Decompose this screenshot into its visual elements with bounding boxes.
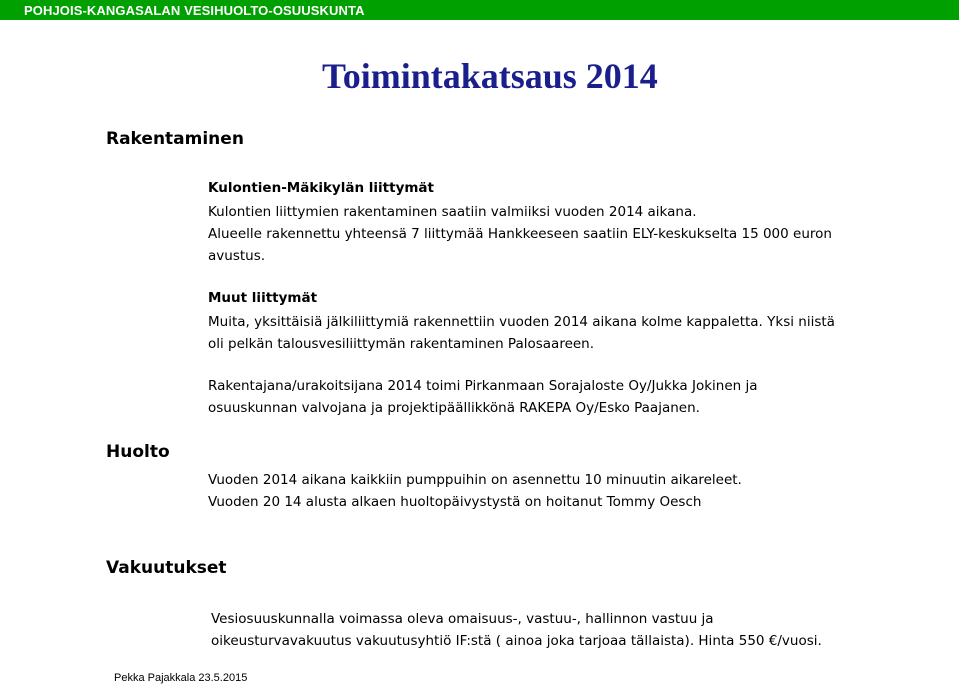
section-heading-rakentaminen: Rakentaminen	[106, 129, 244, 149]
organization-name: POHJOIS-KANGASALAN VESIHUOLTO-OSUUSKUNTA	[24, 3, 365, 18]
paragraph-rakentaja	[208, 375, 758, 419]
text-line: Vuoden 20 14 alusta alkaen huoltopäivystystä on hoitanut Tommy Oesch	[208, 494, 702, 510]
text-line: osuuskunnan valvojana ja projektipäällikkönä RAKEPA Oy/Esko Paajanen.	[208, 400, 700, 416]
paragraph-vakuutukset	[211, 608, 822, 652]
section-heading-huolto: Huolto	[106, 442, 170, 462]
subheading-muut-liittymat: Muut liittymät	[208, 290, 318, 306]
paragraph-huolto	[208, 469, 742, 513]
text-line: Muita, yksittäisiä jälkiliittymiä rakennettiin vuoden 2014 aikana kolme kappaletta. Yksi niistä	[208, 314, 835, 330]
section-heading-vakuutukset: Vakuutukset	[106, 558, 227, 578]
text-line: Alueelle rakennettu yhteensä 7 liittymää Hankkeeseen saatiin ELY-keskukselta 15 000 euron	[208, 226, 832, 242]
text-line: Rakentajana/urakoitsijana 2014 toimi Pirkanmaan Sorajaloste Oy/Jukka Jokinen ja	[208, 378, 758, 394]
page-title: Toimintakatsaus 2014	[322, 56, 658, 96]
subheading-kulontien: Kulontien-Mäkikylän liittymät	[208, 180, 434, 196]
header-bar	[0, 0, 959, 20]
footer-author-date: Pekka Pajakkala 23.5.2015	[114, 672, 248, 684]
paragraph-muut-liittymat	[208, 311, 835, 355]
text-line: oli pelkän talousvesiliittymän rakentaminen Palosaareen.	[208, 336, 595, 352]
text-line: Kulontien liittymien rakentaminen saatiin valmiiksi vuoden 2014 aikana.	[208, 204, 697, 220]
text-line: Vesiosuuskunnalla voimassa oleva omaisuus-, vastuu-, hallinnon vastuu ja	[211, 611, 714, 627]
text-line: oikeusturvavakuutus vakuutusyhtiö IF:stä ( ainoa joka tarjoaa tällaista). Hinta 550 €/vuosi.	[211, 633, 822, 649]
text-line: avustus.	[208, 248, 266, 264]
text-line: Vuoden 2014 aikana kaikkiin pumppuihin on asennettu 10 minuutin aikareleet.	[208, 472, 742, 488]
paragraph-kulontien	[208, 201, 832, 267]
